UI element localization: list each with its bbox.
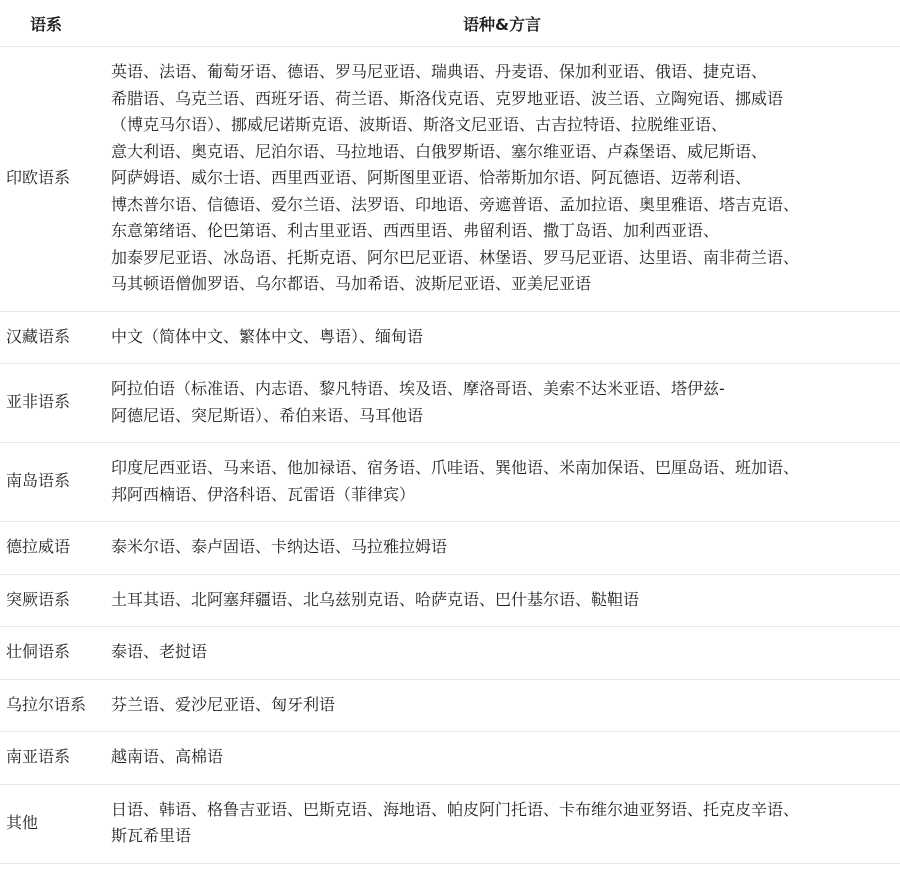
- family-cell: 南亚语系: [0, 732, 104, 785]
- table-row: [0, 732, 900, 785]
- family-cell: 德拉威语: [0, 522, 104, 575]
- languages-cell: 印度尼西亚语、马来语、他加禄语、宿务语、爪哇语、巽他语、米南加保语、巴厘岛语、班加语、 邦阿西楠语、伊洛科语、瓦雷语（菲律宾）: [104, 443, 900, 522]
- table-row: [0, 47, 900, 312]
- table-row: [0, 679, 900, 732]
- family-cell: 其他: [0, 784, 104, 863]
- languages-cell: 泰语、老挝语: [104, 627, 900, 680]
- languages-cell: 日语、韩语、格鲁吉亚语、巴斯克语、海地语、帕皮阿门托语、卡布维尔迪亚努语、托克皮辛语、 斯瓦希里语: [104, 784, 900, 863]
- table-row: [0, 311, 900, 364]
- family-cell: 汉藏语系: [0, 311, 104, 364]
- languages-cell: 越南语、高棉语: [104, 732, 900, 785]
- table-row: [0, 627, 900, 680]
- table-row: [0, 522, 900, 575]
- table-row: [0, 364, 900, 443]
- languages-cell: 芬兰语、爱沙尼亚语、匈牙利语: [104, 679, 900, 732]
- table-header-row: [0, 0, 900, 47]
- family-cell: 突厥语系: [0, 574, 104, 627]
- family-cell: 壮侗语系: [0, 627, 104, 680]
- languages-cell: 土耳其语、北阿塞拜疆语、北乌兹别克语、哈萨克语、巴什基尔语、鞑靼语: [104, 574, 900, 627]
- table-row: [0, 443, 900, 522]
- languages-cell: 中文（简体中文、繁体中文、粤语）、缅甸语: [104, 311, 900, 364]
- header-family: 语系: [0, 0, 104, 47]
- languages-cell: 阿拉伯语（标准语、内志语、黎凡特语、埃及语、摩洛哥语、美索不达米亚语、塔伊兹- 阿德尼语、突尼斯语）、希伯来语、马耳他语: [104, 364, 900, 443]
- table-row: [0, 784, 900, 863]
- table-row: [0, 574, 900, 627]
- family-cell: 亚非语系: [0, 364, 104, 443]
- family-cell: 乌拉尔语系: [0, 679, 104, 732]
- languages-cell: 英语、法语、葡萄牙语、德语、罗马尼亚语、瑞典语、丹麦语、保加利亚语、俄语、捷克语、 希腊语、乌克兰语、西班牙语、荷兰语、斯洛伐克语、克罗地亚语、波兰语、立陶宛语、挪威语 （博克马尔语）、挪威尼诺斯克语、波斯语、斯洛文尼亚语、古吉拉特语、拉脱维亚语、 意大利语、奥克语、尼泊尔语、马拉地语、白俄罗斯语、塞尔维亚语、卢森堡语、威尼斯语、 阿萨姆语、威尔士语、西里西亚语、阿斯图里亚语、恰蒂斯加尔语、阿瓦德语、迈蒂利语、 博杰普尔语、信德语、爱尔兰语、法罗语、印地语、旁遮普语、孟加拉语、奥里雅语、塔吉克语、 东意第绪语、伦巴第语、利古里亚语、西西里语、弗留利语、撒丁岛语、加利西亚语、 加泰罗尼亚语、冰岛语、托斯克语、阿尔巴尼亚语、林堡语、罗马尼亚语、达里语、南非荷兰语、 马其顿语僧伽罗语、乌尔都语、马加希语、波斯尼亚语、亚美尼亚语: [104, 47, 900, 312]
- family-cell: 印欧语系: [0, 47, 104, 312]
- family-cell: 南岛语系: [0, 443, 104, 522]
- header-languages: 语种&方言: [104, 0, 900, 47]
- languages-cell: 泰米尔语、泰卢固语、卡纳达语、马拉雅拉姆语: [104, 522, 900, 575]
